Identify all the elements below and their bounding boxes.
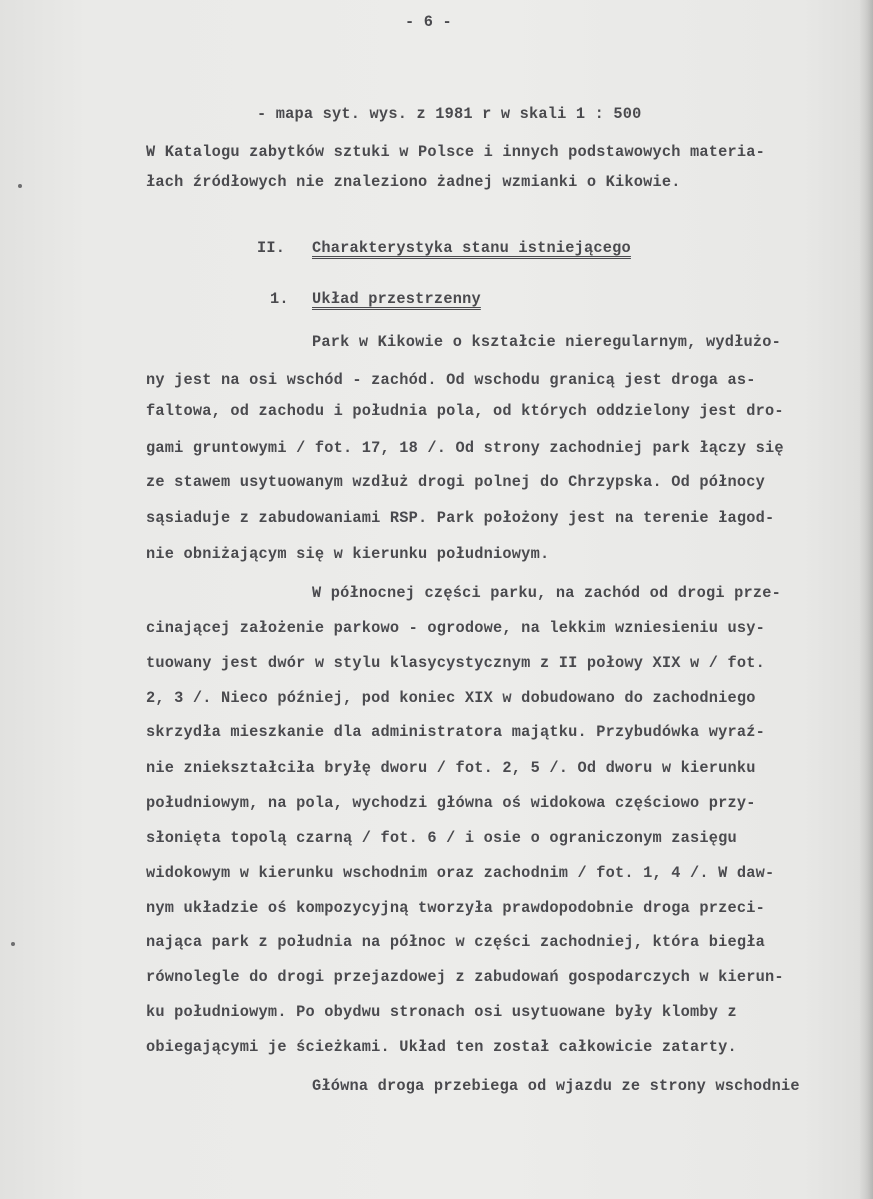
body-line: 2, 3 /. Nieco później, pod koniec XIX w dobudowano do zachodniego — [146, 689, 756, 707]
body-line: ku południowym. Po obydwu stronach osi usytuowane były klomby z — [146, 1003, 737, 1021]
body-line: nie obniżającym się w kierunku południowym. — [146, 545, 550, 563]
body-line: ny jest na osi wschód - zachód. Od wschodu granicą jest droga as- — [146, 371, 756, 389]
section-number: II. — [257, 239, 286, 257]
body-line: słonięta topolą czarną / fot. 6 / i osie o ograniczonym zasięgu — [146, 829, 737, 847]
punch-hole-mark — [18, 184, 22, 188]
body-line: widokowym w kierunku wschodnim oraz zachodnim / fot. 1, 4 /. W daw- — [146, 864, 775, 882]
page-number: - 6 - — [405, 13, 452, 31]
body-line: ze stawem usytuowanym wzdłuż drogi polnej do Chrzypska. Od północy — [146, 473, 766, 491]
section-title: Charakterystyka stanu istniejącego — [312, 239, 631, 257]
body-line: skrzydła mieszkanie dla administratora majątku. Przybudówka wyraź- — [146, 723, 766, 741]
body-line: obiegającymi je ścieżkami. Układ ten został całkowicie zatarty. — [146, 1038, 737, 1056]
body-line: faltowa, od zachodu i południa pola, od których oddzielony jest dro- — [146, 402, 784, 420]
body-line: gami gruntowymi / fot. 17, 18 /. Od strony zachodniej park łączy się — [146, 439, 784, 457]
header-line: W Katalogu zabytków sztuki w Polsce i innych podstawowych materia- — [146, 143, 766, 161]
body-line: cinającej założenie parkowo - ogrodowe, na lekkim wzniesieniu usy- — [146, 619, 766, 637]
body-line: tuowany jest dwór w stylu klasycystycznym z II połowy XIX w / fot. — [146, 654, 766, 672]
body-line: W północnej części parku, na zachód od drogi prze- — [312, 584, 781, 602]
page-edge-shadow — [859, 0, 873, 1199]
body-line: nie zniekształciła bryłę dworu / fot. 2, 5 /. Od dworu w kierunku — [146, 759, 756, 777]
header-line: - mapa syt. wys. z 1981 r w skali 1 : 500 — [257, 105, 642, 123]
body-line: Główna droga przebiega od wjazdu ze strony wschodnie — [312, 1077, 800, 1095]
body-line: równolegle do drogi przejazdowej z zabudowań gospodarczych w kierun- — [146, 968, 784, 986]
subsection-number: 1. — [270, 290, 289, 308]
header-line: łach źródłowych nie znaleziono żadnej wzmianki o Kikowie. — [146, 173, 681, 191]
body-line: Park w Kikowie o kształcie nieregularnym, wydłużo- — [312, 333, 781, 351]
punch-hole-mark — [11, 942, 15, 946]
body-line: nająca park z południa na północ w części zachodniej, która biegła — [146, 933, 766, 951]
subsection-title: Układ przestrzenny — [312, 290, 481, 308]
body-line: nym układzie oś kompozycyjną tworzyła prawdopodobnie droga przeci- — [146, 899, 766, 917]
body-line: sąsiaduje z zabudowaniami RSP. Park położony jest na terenie łagod- — [146, 509, 775, 527]
body-line: południowym, na pola, wychodzi główna oś widokowa częściowo przy- — [146, 794, 756, 812]
